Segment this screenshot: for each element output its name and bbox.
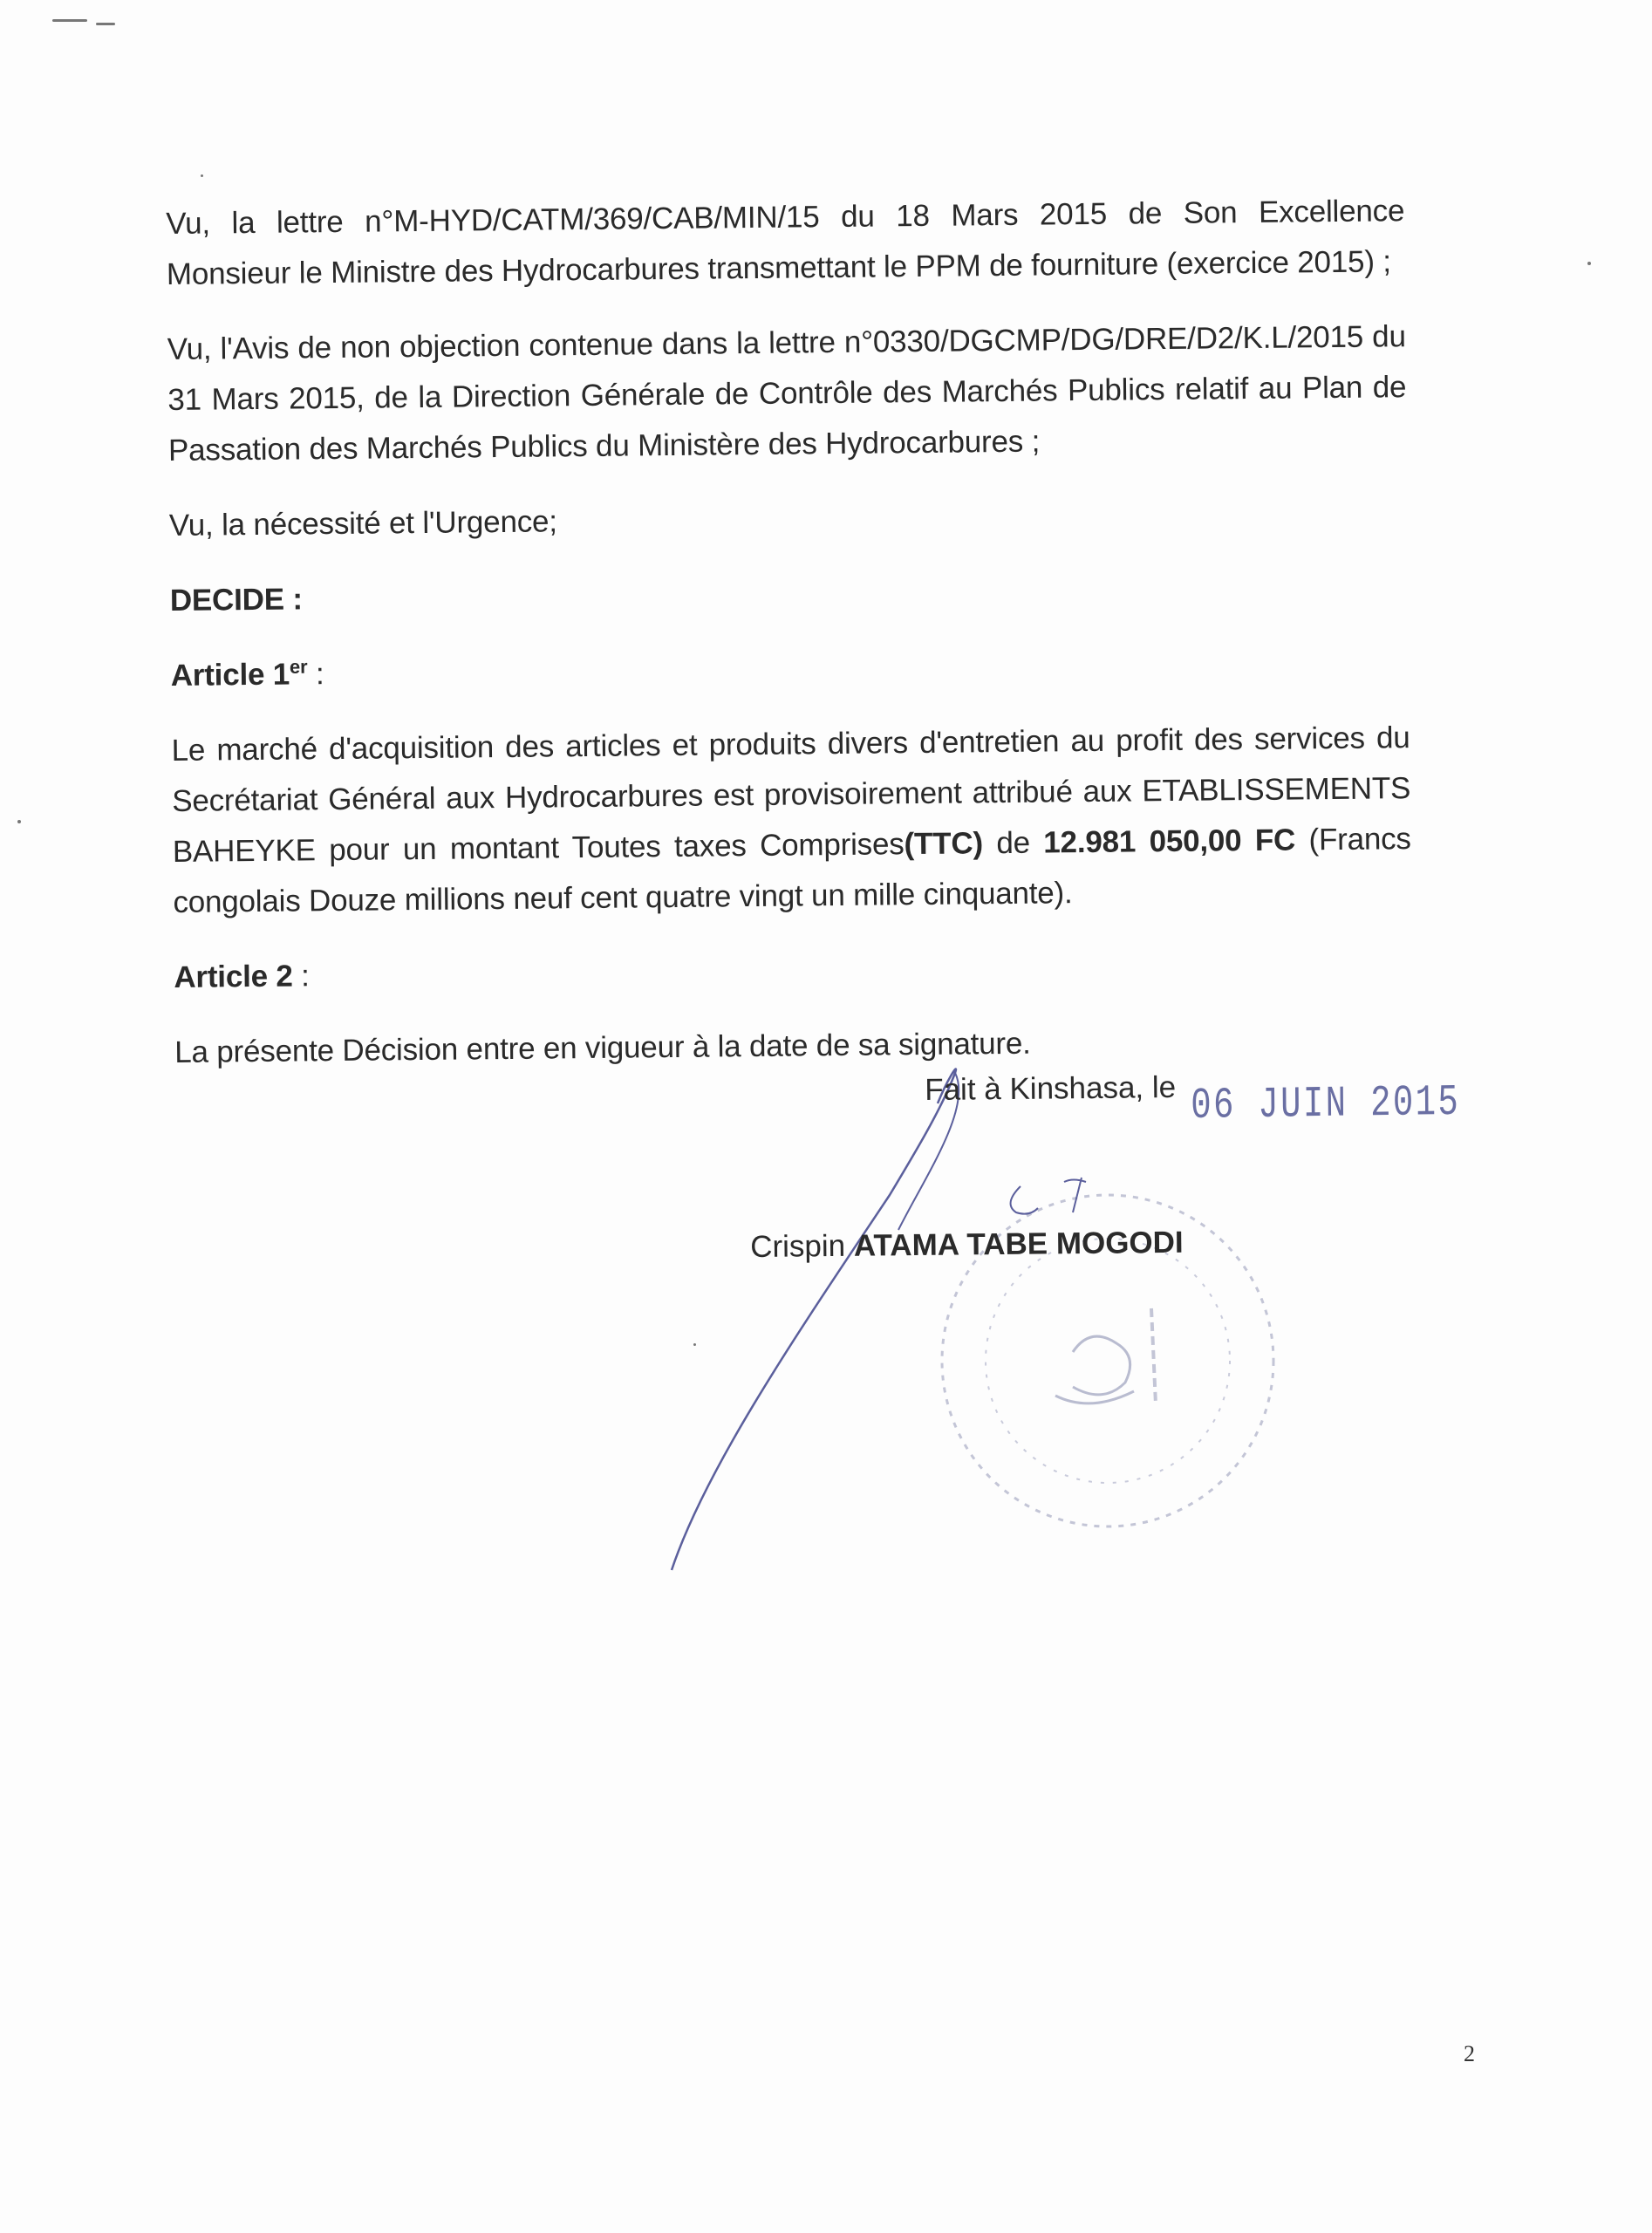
closing-place: Fait à Kinshasa, le: [925, 1069, 1177, 1107]
article-1-amount: 12.981 050,00 FC: [1043, 823, 1296, 860]
signer-name: [750, 1226, 1184, 1265]
article-1-colon: :: [307, 657, 324, 692]
paragraph-vu-lettre: Vu, la lettre n°M-HYD/CATM/369/CAB/MIN/15 du 18 Mars 2015 de Son Excellence Monsieur le Ministre des Hydrocarbures transmettant le PPM de fourniture (exercice 2015) ;: [166, 194, 1405, 291]
article-1-text-de: de: [982, 825, 1044, 861]
signer-first-name: Crispin: [750, 1228, 846, 1264]
article-2-colon: :: [292, 959, 310, 994]
article-2-label: Article 2: [174, 959, 293, 994]
decide-heading: DECIDE :: [169, 582, 304, 618]
article-2-heading: [174, 939, 1413, 1003]
article-1-ttc: (TTC): [904, 826, 984, 862]
article-1-heading: [170, 638, 1410, 701]
stamped-date: 06 JUIN 2015: [1191, 1077, 1461, 1131]
article-1-superscript: er: [289, 655, 308, 678]
article-1-label: Article 1: [170, 657, 290, 693]
decision-body: [166, 186, 1414, 1103]
scan-speck: [17, 820, 21, 823]
handwritten-signature: [611, 1055, 1221, 1622]
page-number: 2: [1464, 2041, 1475, 2066]
scan-speck: [52, 19, 87, 22]
article-1-text-main: Le marché d'acquisition des articles et produits divers d'entretien au profit des services du Secrétariat Général aux Hydrocarbures est provisoirement attribué aux ETABLISSEMENTS BAHEYKE pour un montant Toutes taxes Comprises: [171, 720, 1411, 869]
scan-speck: [201, 174, 203, 177]
article-1-text: [171, 713, 1411, 928]
article-2-text: La présente Décision entre en vigueur à la date de sa signature.: [174, 1026, 1031, 1069]
signer-last-name: ATAMA TABE MOGODI: [853, 1225, 1184, 1263]
paragraph-vu-avis: Vu, l'Avis de non objection contenue dans la lettre n°0330/DGCMP/DG/DRE/D2/K.L/2015 du 31 Mars 2015, de la Direction Générale de Contrôle des Marchés Publics relatif au Plan de Passation des Marchés Publics du Ministère des Hydrocarbures ;: [167, 319, 1407, 468]
scan-speck: [1587, 262, 1591, 265]
paragraph-vu-necessite: Vu, la nécessité et l'Urgence;: [168, 504, 558, 543]
article-1-amount-words: (Francs congolais Douze millions neuf cent quatre vingt un mille cinquante).: [173, 822, 1411, 919]
scan-speck: [96, 23, 115, 25]
